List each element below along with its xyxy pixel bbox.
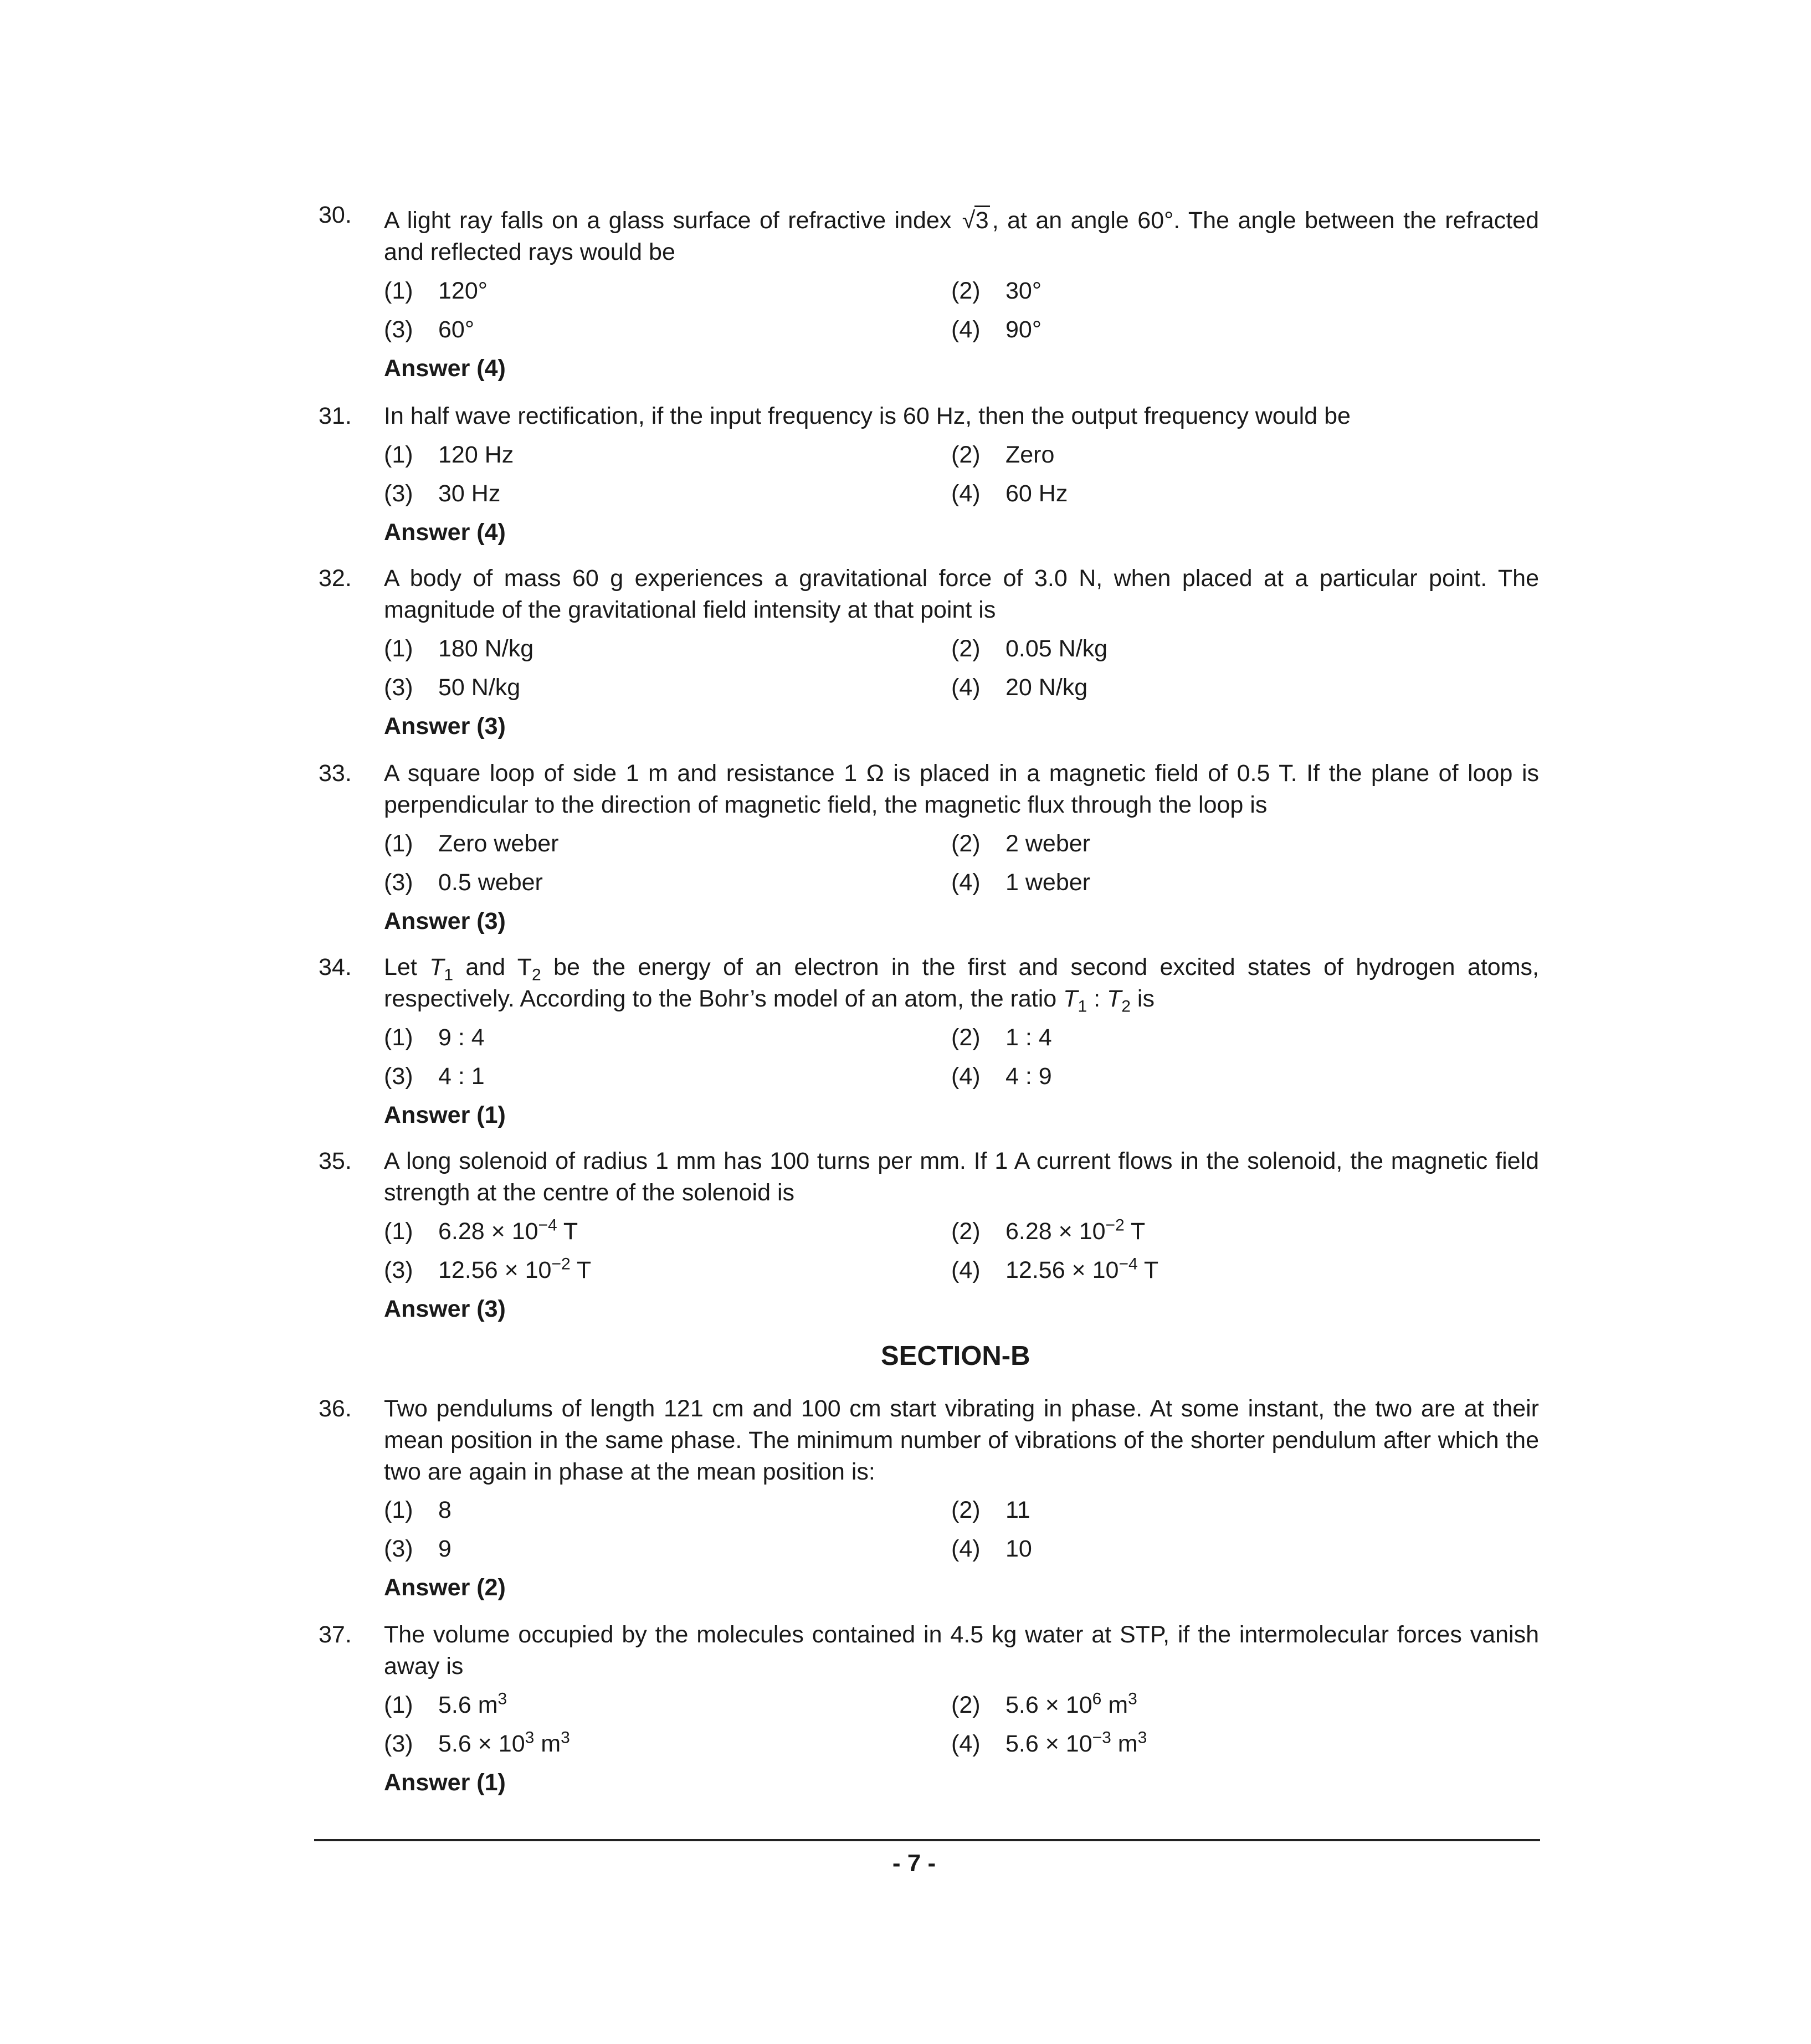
option-3: (3) 9	[384, 1535, 452, 1562]
page-number: - 7 -	[892, 1850, 936, 1877]
option-4: (4) $5.6 \times 10^{-3}$ $m^3$	[951, 1728, 1147, 1757]
question-line: two are again in phase at the mean position is:	[384, 1458, 875, 1485]
question-number: 33.	[319, 760, 352, 787]
question-text	[384, 1146, 1539, 1209]
option-1: (1) 120°	[384, 278, 488, 304]
option-4: (4) 90°	[951, 316, 1042, 343]
question-line: Two pendulums of length 121 cm and 100 cm start vibrating in phase. At some instant, the two are at their	[384, 1395, 1539, 1422]
option-1: (1) 9 : 4	[384, 1024, 485, 1051]
option-4: (4) $12.56 \times 10^{-4}$ T	[951, 1255, 1159, 1283]
question-line: The volume occupied by the molecules contained in 4.5 kg water at STP, if the intermolecular forces vanish	[384, 1621, 1539, 1648]
answer: Answer (3)	[384, 908, 506, 934]
option-1: (1) 5.6 $m^3$	[384, 1689, 507, 1718]
question-number: 32.	[319, 565, 352, 592]
option-3: (3) 30 Hz	[384, 480, 501, 507]
question-number: 31.	[319, 403, 352, 429]
question-line: respectively. According to the Bohr’s model of an atom, the ratio $T_1$ : $T_2$ is	[384, 985, 1155, 1016]
option-2: (2) 1 : 4	[951, 1024, 1052, 1051]
question-text	[384, 1393, 1539, 1488]
question-line: mean position in the same phase. The minimum number of vibrations of the shorter pendulum after which the	[384, 1427, 1539, 1454]
option-2: (2) 0.05 N/kg	[951, 635, 1108, 662]
question-line: and reflected rays would be	[384, 239, 675, 265]
question-line: A long solenoid of radius 1 mm has 100 turns per mm. If 1 A current flows in the solenoid, the magnetic field	[384, 1148, 1539, 1174]
option-2: (2) 11	[951, 1497, 1030, 1523]
question-line: In half wave rectification, if the input frequency is 60 Hz, then the output frequency would be	[384, 403, 1351, 429]
option-1: (1) Zero weber	[384, 830, 559, 857]
option-2: (2) Zero	[951, 441, 1055, 468]
option-1: (1) $6.28 \times 10^{-4}$ T	[384, 1216, 578, 1245]
option-1: (1) 180 N/kg	[384, 635, 534, 662]
option-3: (3) 50 N/kg	[384, 674, 521, 701]
answer: Answer (3)	[384, 1296, 506, 1322]
option-3: (3) $12.56 \times 10^{-2}$ T	[384, 1255, 592, 1283]
answer: Answer (3)	[384, 713, 506, 739]
option-3: (3) 60°	[384, 316, 475, 343]
question-line: A square loop of side 1 m and resistance 1 Ω is placed in a magnetic field of 0.5 T. If the plane of loop is	[384, 760, 1539, 787]
option-4: (4) 10	[951, 1535, 1032, 1562]
question-number: 34.	[319, 954, 352, 980]
answer: Answer (1)	[384, 1769, 506, 1796]
sqrt-symbol: √ 3	[962, 205, 990, 237]
question-line: away is	[384, 1653, 464, 1680]
question-text	[384, 952, 1539, 1015]
option-2: (2) 30°	[951, 278, 1042, 304]
option-3: (3) 4 : 1	[384, 1063, 485, 1090]
option-4: (4) 4 : 9	[951, 1063, 1052, 1090]
option-4: (4) 20 N/kg	[951, 674, 1088, 701]
section-heading: SECTION-B	[881, 1341, 1030, 1371]
question-line: A light ray falls on a glass surface of refractive index √ 3 , at an angle 60°. The angle between the refracted	[384, 205, 1539, 237]
option-2: (2) $5.6 \times 10^6$ $m^3$	[951, 1689, 1137, 1718]
question-line: A body of mass 60 g experiences a gravitational force of 3.0 N, when placed at a particular point. The	[384, 565, 1539, 592]
question-line: magnitude of the gravitational field intensity at that point is	[384, 597, 996, 623]
question-text	[384, 400, 1539, 432]
question-text	[384, 205, 1539, 268]
question-number: 35.	[319, 1148, 352, 1174]
answer: Answer (4)	[384, 355, 506, 382]
option-2: (2) 2 weber	[951, 830, 1090, 857]
question-text	[384, 1619, 1539, 1682]
footer-divider	[314, 1839, 1540, 1841]
option-1: (1) 8	[384, 1497, 452, 1523]
answer: Answer (2)	[384, 1574, 506, 1601]
question-text	[384, 563, 1539, 626]
question-number: 30.	[319, 202, 352, 228]
option-4: (4) 1 weber	[951, 869, 1090, 896]
question-number: 37.	[319, 1621, 352, 1648]
question-line: Let $T_1$ and $T_2$ be the energy of an electron in the first and second excited states of hydrogen atoms,	[384, 954, 1539, 984]
option-3: (3) $5.6 \times 10^3$ $m^3$	[384, 1728, 570, 1757]
option-3: (3) 0.5 weber	[384, 869, 543, 896]
option-2: (2) $6.28 \times 10^{-2}$ T	[951, 1216, 1146, 1245]
answer: Answer (4)	[384, 519, 506, 546]
question-line: perpendicular to the direction of magnetic field, the magnetic flux through the loop is	[384, 792, 1268, 818]
option-1: (1) 120 Hz	[384, 441, 514, 468]
question-text	[384, 758, 1539, 821]
answer: Answer (1)	[384, 1102, 506, 1128]
question-number: 36.	[319, 1395, 352, 1422]
option-4: (4) 60 Hz	[951, 480, 1068, 507]
question-line: strength at the centre of the solenoid is	[384, 1179, 795, 1206]
